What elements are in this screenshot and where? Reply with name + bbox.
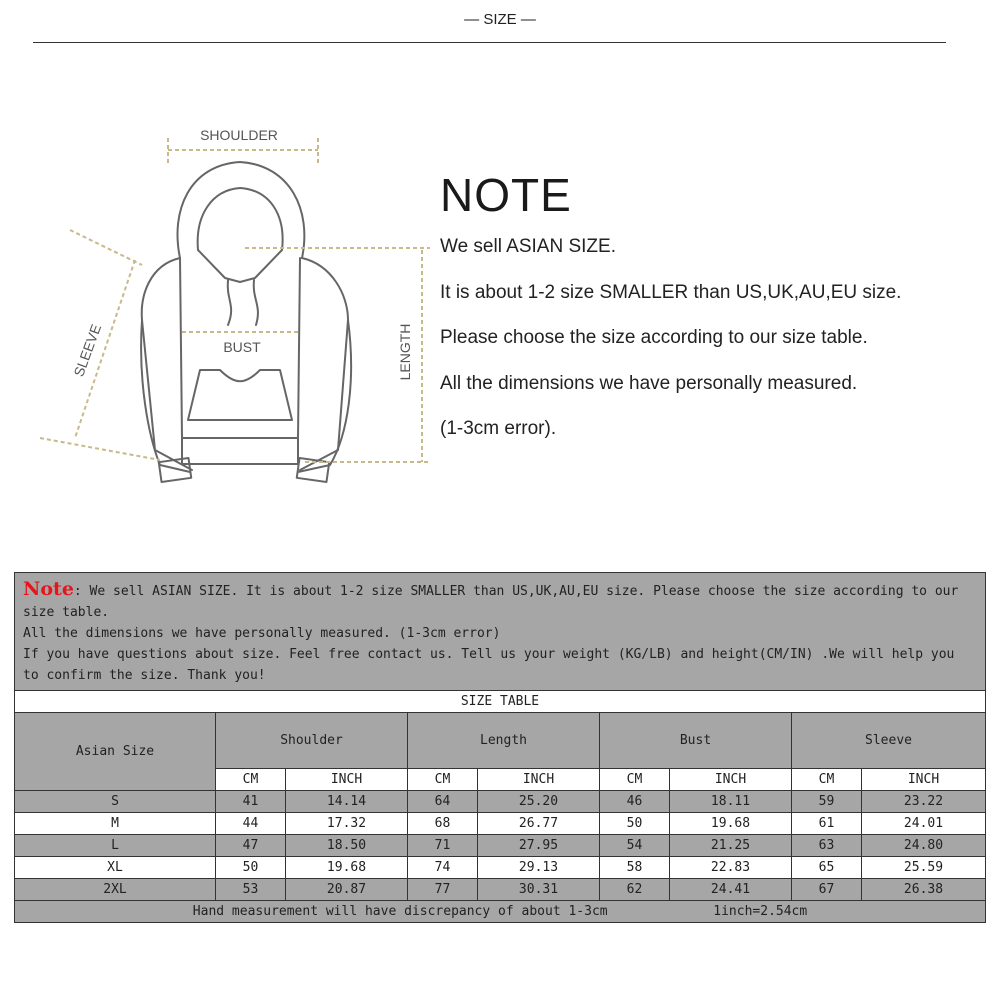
length-label: LENGTH [397, 323, 413, 381]
table-row [15, 791, 986, 813]
size-cell: 2XL [15, 879, 216, 901]
note-line: (1-3cm error). [440, 418, 557, 439]
size-cell: S [15, 791, 216, 813]
size-table-wrapper [14, 572, 985, 923]
bust-label: BUST [223, 339, 261, 355]
table-note-text: : We sell ASIAN SIZE. It is about 1-2 size SMALLER than US,UK,AU,EU size. Please choose the size according to our size table. [23, 584, 959, 620]
measure-cell: 46 [600, 791, 670, 813]
sleeve-label: SLEEVE [70, 321, 105, 379]
table-note-cell [15, 573, 986, 691]
unit-header: INCH [670, 769, 792, 791]
measure-cell: 18.50 [286, 835, 408, 857]
size-table [14, 572, 986, 923]
measure-cell: 41 [216, 791, 286, 813]
measure-cell: 64 [408, 791, 478, 813]
unit-header: INCH [478, 769, 600, 791]
measure-cell: 24.41 [670, 879, 792, 901]
unit-header: INCH [862, 769, 986, 791]
measure-cell: 25.20 [478, 791, 600, 813]
size-cell: M [15, 813, 216, 835]
table-row [15, 835, 986, 857]
measure-cell: 25.59 [862, 857, 986, 879]
note-line: We sell ASIAN SIZE. [440, 236, 616, 257]
group-header-shoulder: Shoulder [216, 713, 408, 769]
table-note-text: All the dimensions we have personally measured. (1-3cm error) [23, 626, 501, 641]
measure-cell: 47 [216, 835, 286, 857]
measure-cell: 14.14 [286, 791, 408, 813]
group-header-bust: Bust [600, 713, 792, 769]
hoodie-outline [141, 162, 351, 482]
note-line: It is about 1-2 size SMALLER than US,UK,AU,EU size. [440, 281, 902, 303]
shoulder-label: SHOULDER [200, 127, 278, 143]
table-row [15, 879, 986, 901]
measure-cell: 63 [792, 835, 862, 857]
group-header-length: Length [408, 713, 600, 769]
group-header-sleeve: Sleeve [792, 713, 986, 769]
hoodie-measurement-figure [30, 120, 440, 500]
measure-cell: 26.77 [478, 813, 600, 835]
table-footer [15, 901, 986, 923]
measure-cell: 18.11 [670, 791, 792, 813]
measure-cell: 27.95 [478, 835, 600, 857]
measure-cell: 67 [792, 879, 862, 901]
size-cell: L [15, 835, 216, 857]
measure-cell: 77 [408, 879, 478, 901]
table-note-label: Note [23, 578, 74, 600]
asian-size-header: Asian Size [15, 713, 216, 791]
table-row [15, 813, 986, 835]
measure-cell: 30.31 [478, 879, 600, 901]
measure-cell: 61 [792, 813, 862, 835]
table-note-text: If you have questions about size. Feel free contact us. Tell us your weight (KG/LB) and height(CM/IN) .We will help you to confirm the size. Thank you! [23, 647, 955, 683]
sleeve-tick-top [70, 230, 142, 265]
measure-cell: 23.22 [862, 791, 986, 813]
measure-cell: 24.80 [862, 835, 986, 857]
measure-cell: 68 [408, 813, 478, 835]
measure-cell: 22.83 [670, 857, 792, 879]
note-line: All the dimensions we have personally measured. [440, 372, 858, 394]
footer-conversion: 1inch=2.54cm [713, 904, 808, 919]
table-row [15, 857, 986, 879]
measure-cell: 19.68 [286, 857, 408, 879]
measure-cell: 19.68 [670, 813, 792, 835]
measure-cell: 20.87 [286, 879, 408, 901]
measure-cell: 58 [600, 857, 670, 879]
measure-cell: 62 [600, 879, 670, 901]
header-divider [33, 42, 946, 43]
measure-cell: 54 [600, 835, 670, 857]
measure-cell: 50 [216, 857, 286, 879]
measure-cell: 65 [792, 857, 862, 879]
unit-header: CM [408, 769, 478, 791]
measure-lines [40, 138, 430, 462]
measure-cell: 71 [408, 835, 478, 857]
measure-cell: 21.25 [670, 835, 792, 857]
measure-cell: 17.32 [286, 813, 408, 835]
size-cell: XL [15, 857, 216, 879]
unit-header: CM [600, 769, 670, 791]
unit-header: INCH [286, 769, 408, 791]
note-line: Please choose the size according to our size table. [440, 327, 868, 348]
measure-cell: 74 [408, 857, 478, 879]
measure-cell: 24.01 [862, 813, 986, 835]
note-title: NOTE [440, 169, 572, 221]
measure-cell: 29.13 [478, 857, 600, 879]
measure-cell: 59 [792, 791, 862, 813]
measure-cell: 26.38 [862, 879, 986, 901]
note-block [440, 168, 901, 464]
unit-header: CM [792, 769, 862, 791]
size-rows [15, 791, 986, 901]
page-header: — SIZE — [464, 11, 536, 28]
measure-cell: 50 [600, 813, 670, 835]
footer-discrepancy: Hand measurement will have discrepancy of about 1-3cm [192, 904, 608, 919]
measure-cell: 44 [216, 813, 286, 835]
sleeve-tick-bottom [40, 438, 160, 460]
table-caption: SIZE TABLE [15, 691, 986, 713]
measure-cell: 53 [216, 879, 286, 901]
unit-header: CM [216, 769, 286, 791]
